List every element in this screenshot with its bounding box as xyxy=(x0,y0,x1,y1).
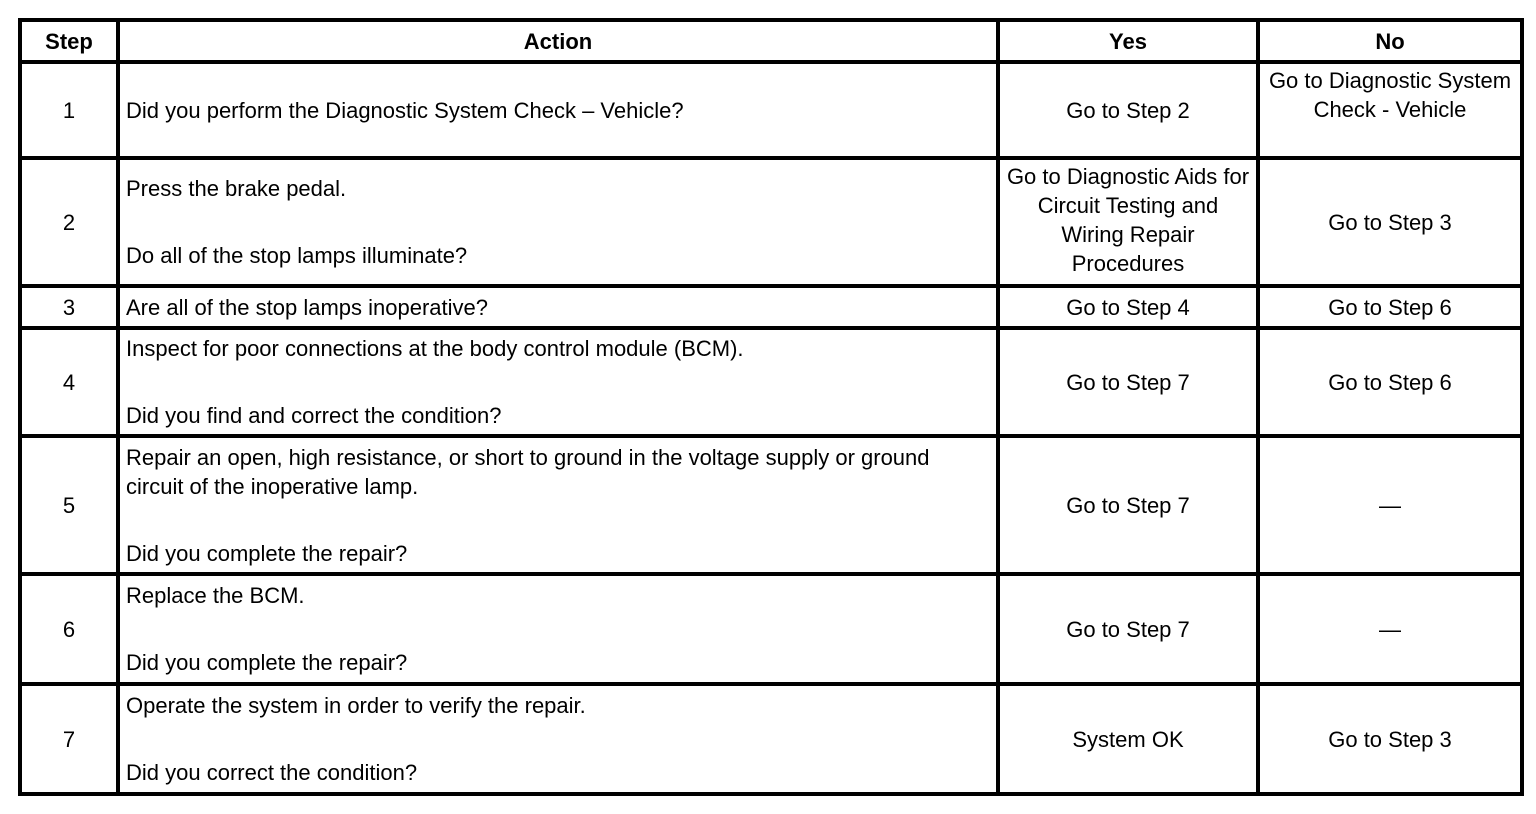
action-cell xyxy=(118,158,998,286)
action-question: Did you correct the condition? xyxy=(126,760,418,785)
action-cell xyxy=(118,62,998,158)
header-yes: Yes xyxy=(998,20,1258,62)
action-cell xyxy=(118,328,998,436)
action-question: Do all of the stop lamps illuminate? xyxy=(126,243,468,268)
header-step: Step xyxy=(20,20,118,62)
action-cell xyxy=(118,684,998,794)
table-row xyxy=(20,286,1522,328)
table-row xyxy=(20,62,1522,158)
no-cell: Go to Step 3 xyxy=(1258,684,1522,794)
action-text: Operate the system in order to verify the repair. xyxy=(126,693,586,718)
action-text: Did you perform the Diagnostic System Check – Vehicle? xyxy=(126,97,684,123)
step-number: 2 xyxy=(20,158,118,286)
yes-cell: Go to Step 7 xyxy=(998,574,1258,684)
no-cell: Go to Step 3 xyxy=(1258,158,1522,286)
action-text: Replace the BCM. xyxy=(126,583,305,608)
yes-cell: Go to Diagnostic Aids for Circuit Testing and Wiring Repair Procedures xyxy=(998,158,1258,286)
table-row xyxy=(20,436,1522,574)
yes-cell: Go to Step 7 xyxy=(998,328,1258,436)
action-text: Inspect for poor connections at the body control module (BCM). xyxy=(126,336,744,361)
table-row xyxy=(20,574,1522,684)
action-cell xyxy=(118,574,998,684)
step-number: 5 xyxy=(20,436,118,574)
no-cell: — xyxy=(1258,574,1522,684)
yes-cell: Go to Step 2 xyxy=(998,62,1258,158)
diagnostic-table-container xyxy=(18,18,1520,796)
step-number: 6 xyxy=(20,574,118,684)
action-cell xyxy=(118,286,998,328)
action-text: Press the brake pedal. xyxy=(126,176,347,201)
table-header-row xyxy=(20,20,1522,62)
header-action: Action xyxy=(118,20,998,62)
no-cell: Go to Step 6 xyxy=(1258,286,1522,328)
yes-cell: Go to Step 7 xyxy=(998,436,1258,574)
action-text: Are all of the stop lamps inoperative? xyxy=(126,294,488,320)
action-text: Repair an open, high resistance, or short to ground in the voltage supply or ground circuit of the inoperative lamp. xyxy=(126,444,930,499)
diagnostic-table xyxy=(18,18,1524,796)
header-no: No xyxy=(1258,20,1522,62)
no-cell: Go to Step 6 xyxy=(1258,328,1522,436)
table-row xyxy=(20,158,1522,286)
step-number: 7 xyxy=(20,684,118,794)
action-question: Did you complete the repair? xyxy=(126,540,408,566)
table-row xyxy=(20,684,1522,794)
action-cell xyxy=(118,436,998,574)
no-cell: Go to Diagnostic System Check - Vehicle xyxy=(1258,62,1522,158)
yes-cell: Go to Step 4 xyxy=(998,286,1258,328)
no-cell: — xyxy=(1258,436,1522,574)
action-question: Did you complete the repair? xyxy=(126,650,408,675)
table-row xyxy=(20,328,1522,436)
step-number: 1 xyxy=(20,62,118,158)
step-number: 3 xyxy=(20,286,118,328)
step-number: 4 xyxy=(20,328,118,436)
yes-cell: System OK xyxy=(998,684,1258,794)
action-question: Did you find and correct the condition? xyxy=(126,403,502,428)
